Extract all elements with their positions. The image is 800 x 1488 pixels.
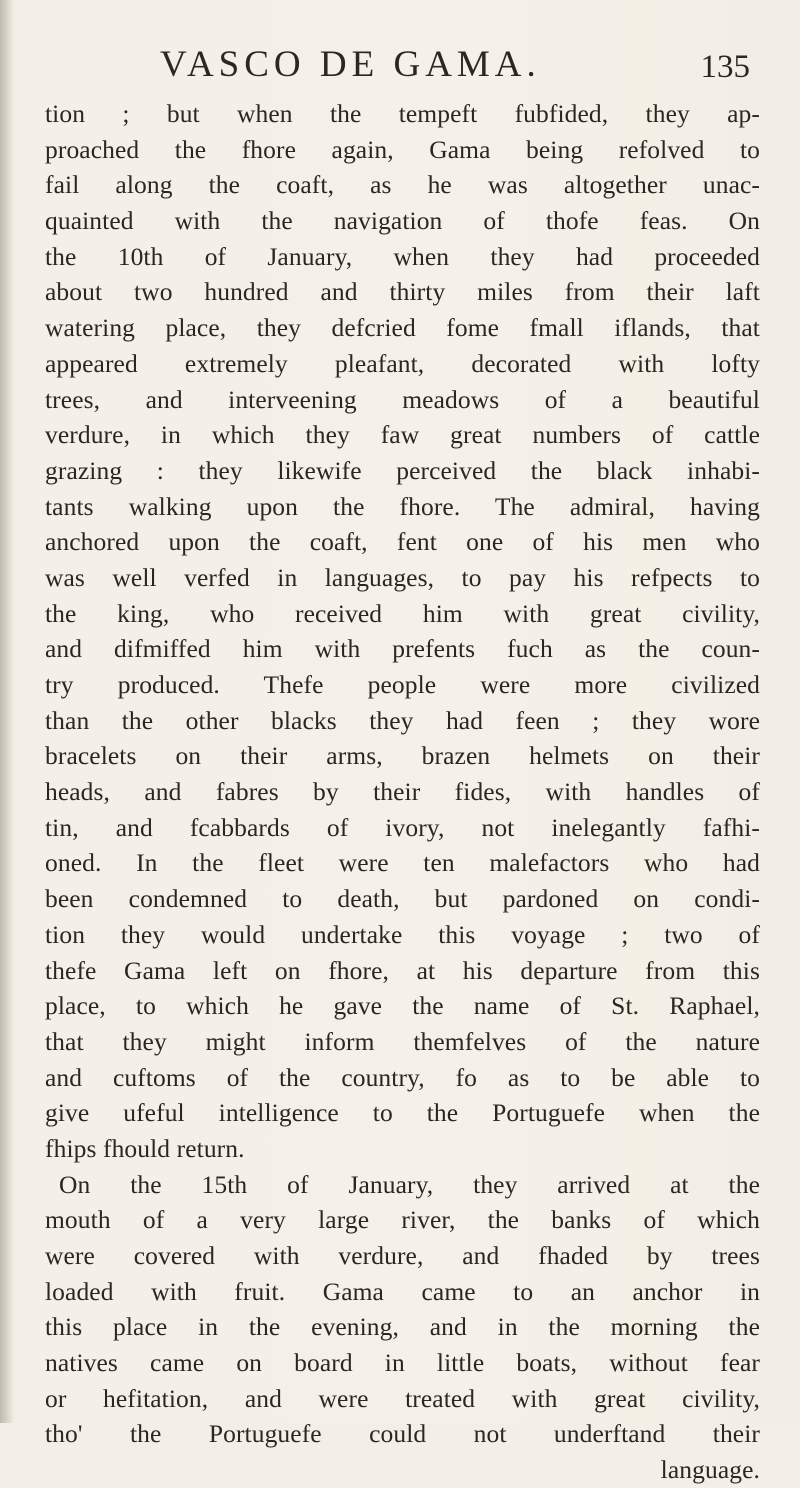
text-line: tants walking upon the fhore. The admiral, having [45, 491, 760, 521]
text-line: proached the fhore again, Gama being refolved to [45, 134, 760, 164]
text-line: verdure, in which they faw great numbers of cattle [45, 420, 760, 450]
text-line: tion they would undertake this voyage ; two of [45, 919, 760, 949]
running-title: VASCO DE GAMA. [160, 44, 541, 85]
text-line: been condemned to death, but pardoned on condi- [45, 884, 760, 914]
text-line: this place in the evening, and in the morning the [45, 1312, 760, 1342]
text-line: natives came on board in little boats, without fear [45, 1348, 760, 1378]
text-line: tin, and fcabbards of ivory, not inelegantly fafhi- [45, 812, 760, 842]
text-line: thefe Gama left on fhore, at his departure from this [45, 955, 760, 985]
text-line: oned. In the fleet were ten malefactors who had [45, 848, 760, 878]
text-line: the king, who received him with great civility, [45, 598, 760, 628]
text-line: heads, and fabres by their fides, with handles of [45, 777, 760, 807]
text-line: appeared extremely pleafant, decorated with lofty [45, 348, 760, 378]
text-line: loaded with fruit. Gama came to an anchor in [45, 1276, 760, 1306]
text-line: than the other blacks they had feen ; they wore [45, 705, 760, 735]
text-line: that they might inform themfelves of the nature [45, 1026, 760, 1056]
text-line: grazing : they likewife perceived the black inhabi- [45, 455, 760, 485]
text-line: or hefitation, and were treated with great civility, [45, 1383, 760, 1413]
body-text [45, 96, 760, 1488]
text-line: mouth of a very large river, the banks of which [45, 1205, 760, 1235]
text-line: trees, and interveening meadows of a beautiful [45, 384, 760, 414]
text-line: give ufeful intelligence to the Portuguefe when the [45, 1098, 760, 1128]
text-line: anchored upon the coaft, fent one of his men who [45, 527, 760, 557]
text-line: place, to which he gave the name of St. Raphael, [45, 991, 760, 1021]
text-line: try produced. Thefe people were more civilized [45, 670, 760, 699]
text-line: bracelets on their arms, brazen helmets on their [45, 741, 760, 771]
text-line: were covered with verdure, and fhaded by trees [45, 1241, 760, 1270]
text-line: the 10th of January, when they had proceeded [45, 241, 760, 271]
running-head [160, 40, 750, 90]
text-line: tho' the Portuguefe could not underftand their [45, 1419, 760, 1449]
text-line: fail along the coaft, as he was altogether unac- [45, 170, 760, 200]
page-gutter-shadow [0, 0, 14, 1423]
text-line-paragraph-start: On the 15th of January, they arrived at the [59, 1169, 760, 1199]
catchword-line: language. [660, 1455, 760, 1485]
text-line: quainted with the navigation of thofe feas. On [45, 206, 760, 236]
text-line: and cuftoms of the country, fo as to be able to [45, 1062, 760, 1092]
text-line: about two hundred and thirty miles from their laft [45, 277, 760, 307]
text-line: was well verfed in languages, to pay his refpects to [45, 562, 760, 592]
text-line: watering place, they defcried fome fmall iflands, that [45, 313, 760, 343]
text-line: tion ; but when the tempeft fubfided, they ap- [45, 99, 760, 128]
page-number: 135 [700, 49, 750, 85]
text-line: and difmiffed him with prefents fuch as the coun- [45, 634, 760, 664]
text-line-paragraph-end: fhips fhould return. [45, 1133, 245, 1163]
